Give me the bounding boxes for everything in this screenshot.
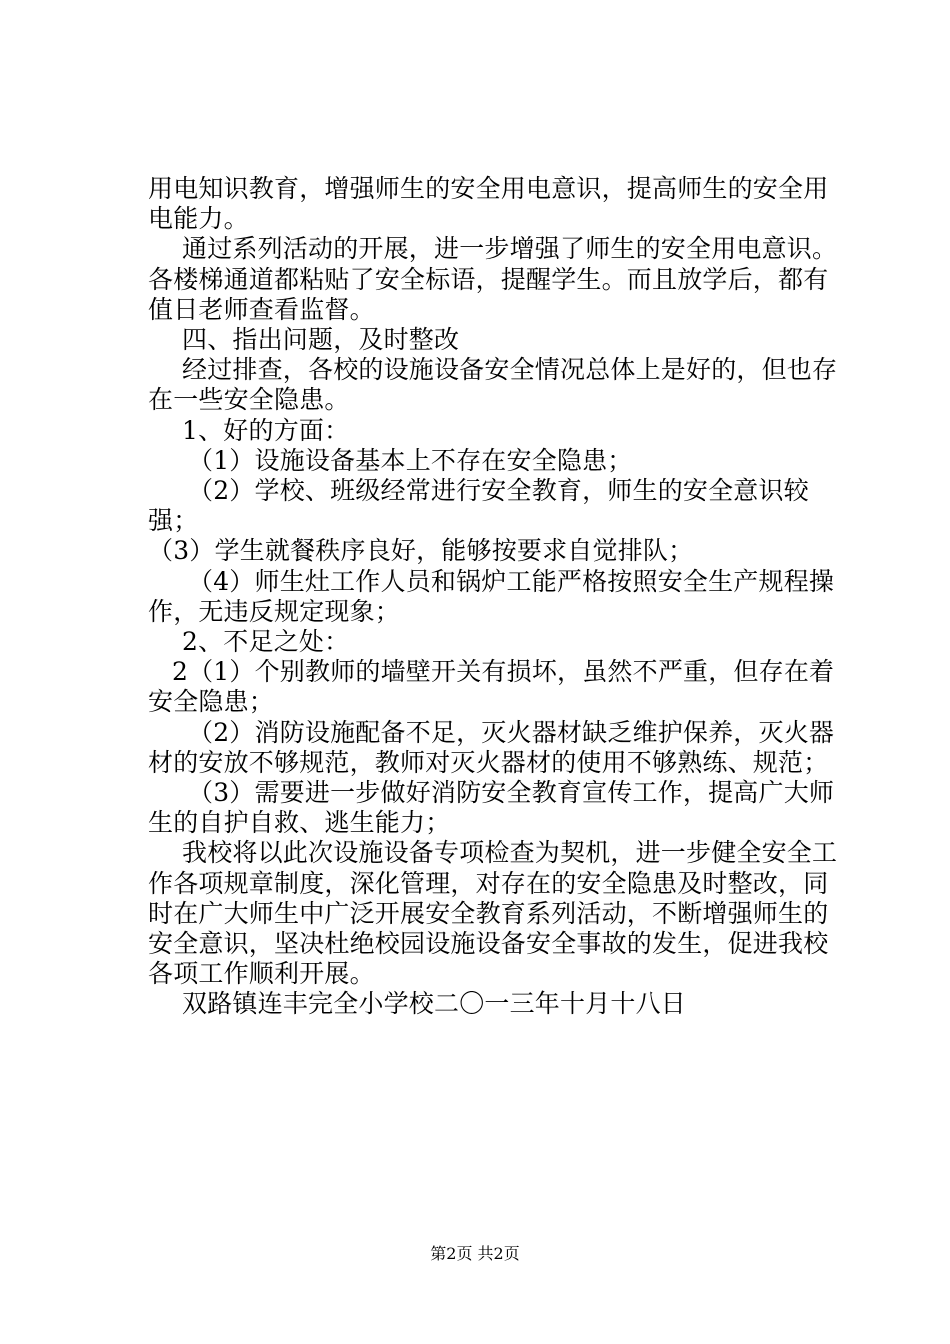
subheading-good-aspects: 1、好的方面： — [182, 415, 350, 445]
section-heading-problems: 四、指出问题，及时整改 — [182, 325, 460, 355]
signature-line: 双路镇连丰完全小学校二〇一三年十月十八日 — [182, 989, 687, 1019]
list-item-shortcoming-1: 2（1）个别教师的墙壁开关有损坏，虽然不严重，但存在着安全隐患； — [148, 657, 835, 717]
page-number-label: 第2页 共2页 — [430, 1244, 520, 1263]
paragraph-activity-results: 通过系列活动的开展，进一步增强了师生的安全用电意识。各楼梯通道都粘贴了安全标语，提醒学生。而且放学后，都有值日老师查看监督。 — [148, 234, 838, 324]
list-item-good-1: （1）设施设备基本上不存在安全隐患； — [188, 445, 633, 475]
paragraph-inspection-summary: 经过排查，各校的设施设备安全情况总体上是好的，但也存在一些安全隐患。 — [148, 355, 838, 415]
list-item-shortcoming-2: （2）消防设施配备不足，灭火器材缺乏维护保养，灭火器材的安放不够规范，教师对灭火器材的使用不够熟练、规范； — [148, 717, 835, 777]
subheading-shortcomings: 2、不足之处： — [182, 627, 350, 657]
paragraph-conclusion: 我校将以此次设施设备专项检查为契机，进一步健全安全工作各项规章制度，深化管理，对存在的安全隐患及时整改，同时在广大师生中广泛开展安全教育系列活动，不断增强师生的安全意识，坚决杜绝校园设施设备安全事故的发生，促进我校各项工作顺利开展。 — [148, 838, 838, 989]
list-item-shortcoming-3: （3）需要进一步做好消防安全教育宣传工作，提高广大师生的自护自救、逃生能力； — [148, 778, 835, 838]
list-item-good-4: （4）师生灶工作人员和锅炉工能严格按照安全生产规程操作，无违反规定现象； — [148, 566, 835, 626]
page-footer — [0, 1244, 950, 1264]
list-item-good-2: （2）学校、班级经常进行安全教育，师生的安全意识较强； — [148, 476, 809, 536]
document-body — [148, 174, 838, 1020]
list-item-good-3: （3）学生就餐秩序良好，能够按要求自觉排队； — [148, 536, 694, 566]
paragraph-electricity-education: 用电知识教育，增强师生的安全用电意识，提高师生的安全用电能力。 — [148, 174, 829, 234]
